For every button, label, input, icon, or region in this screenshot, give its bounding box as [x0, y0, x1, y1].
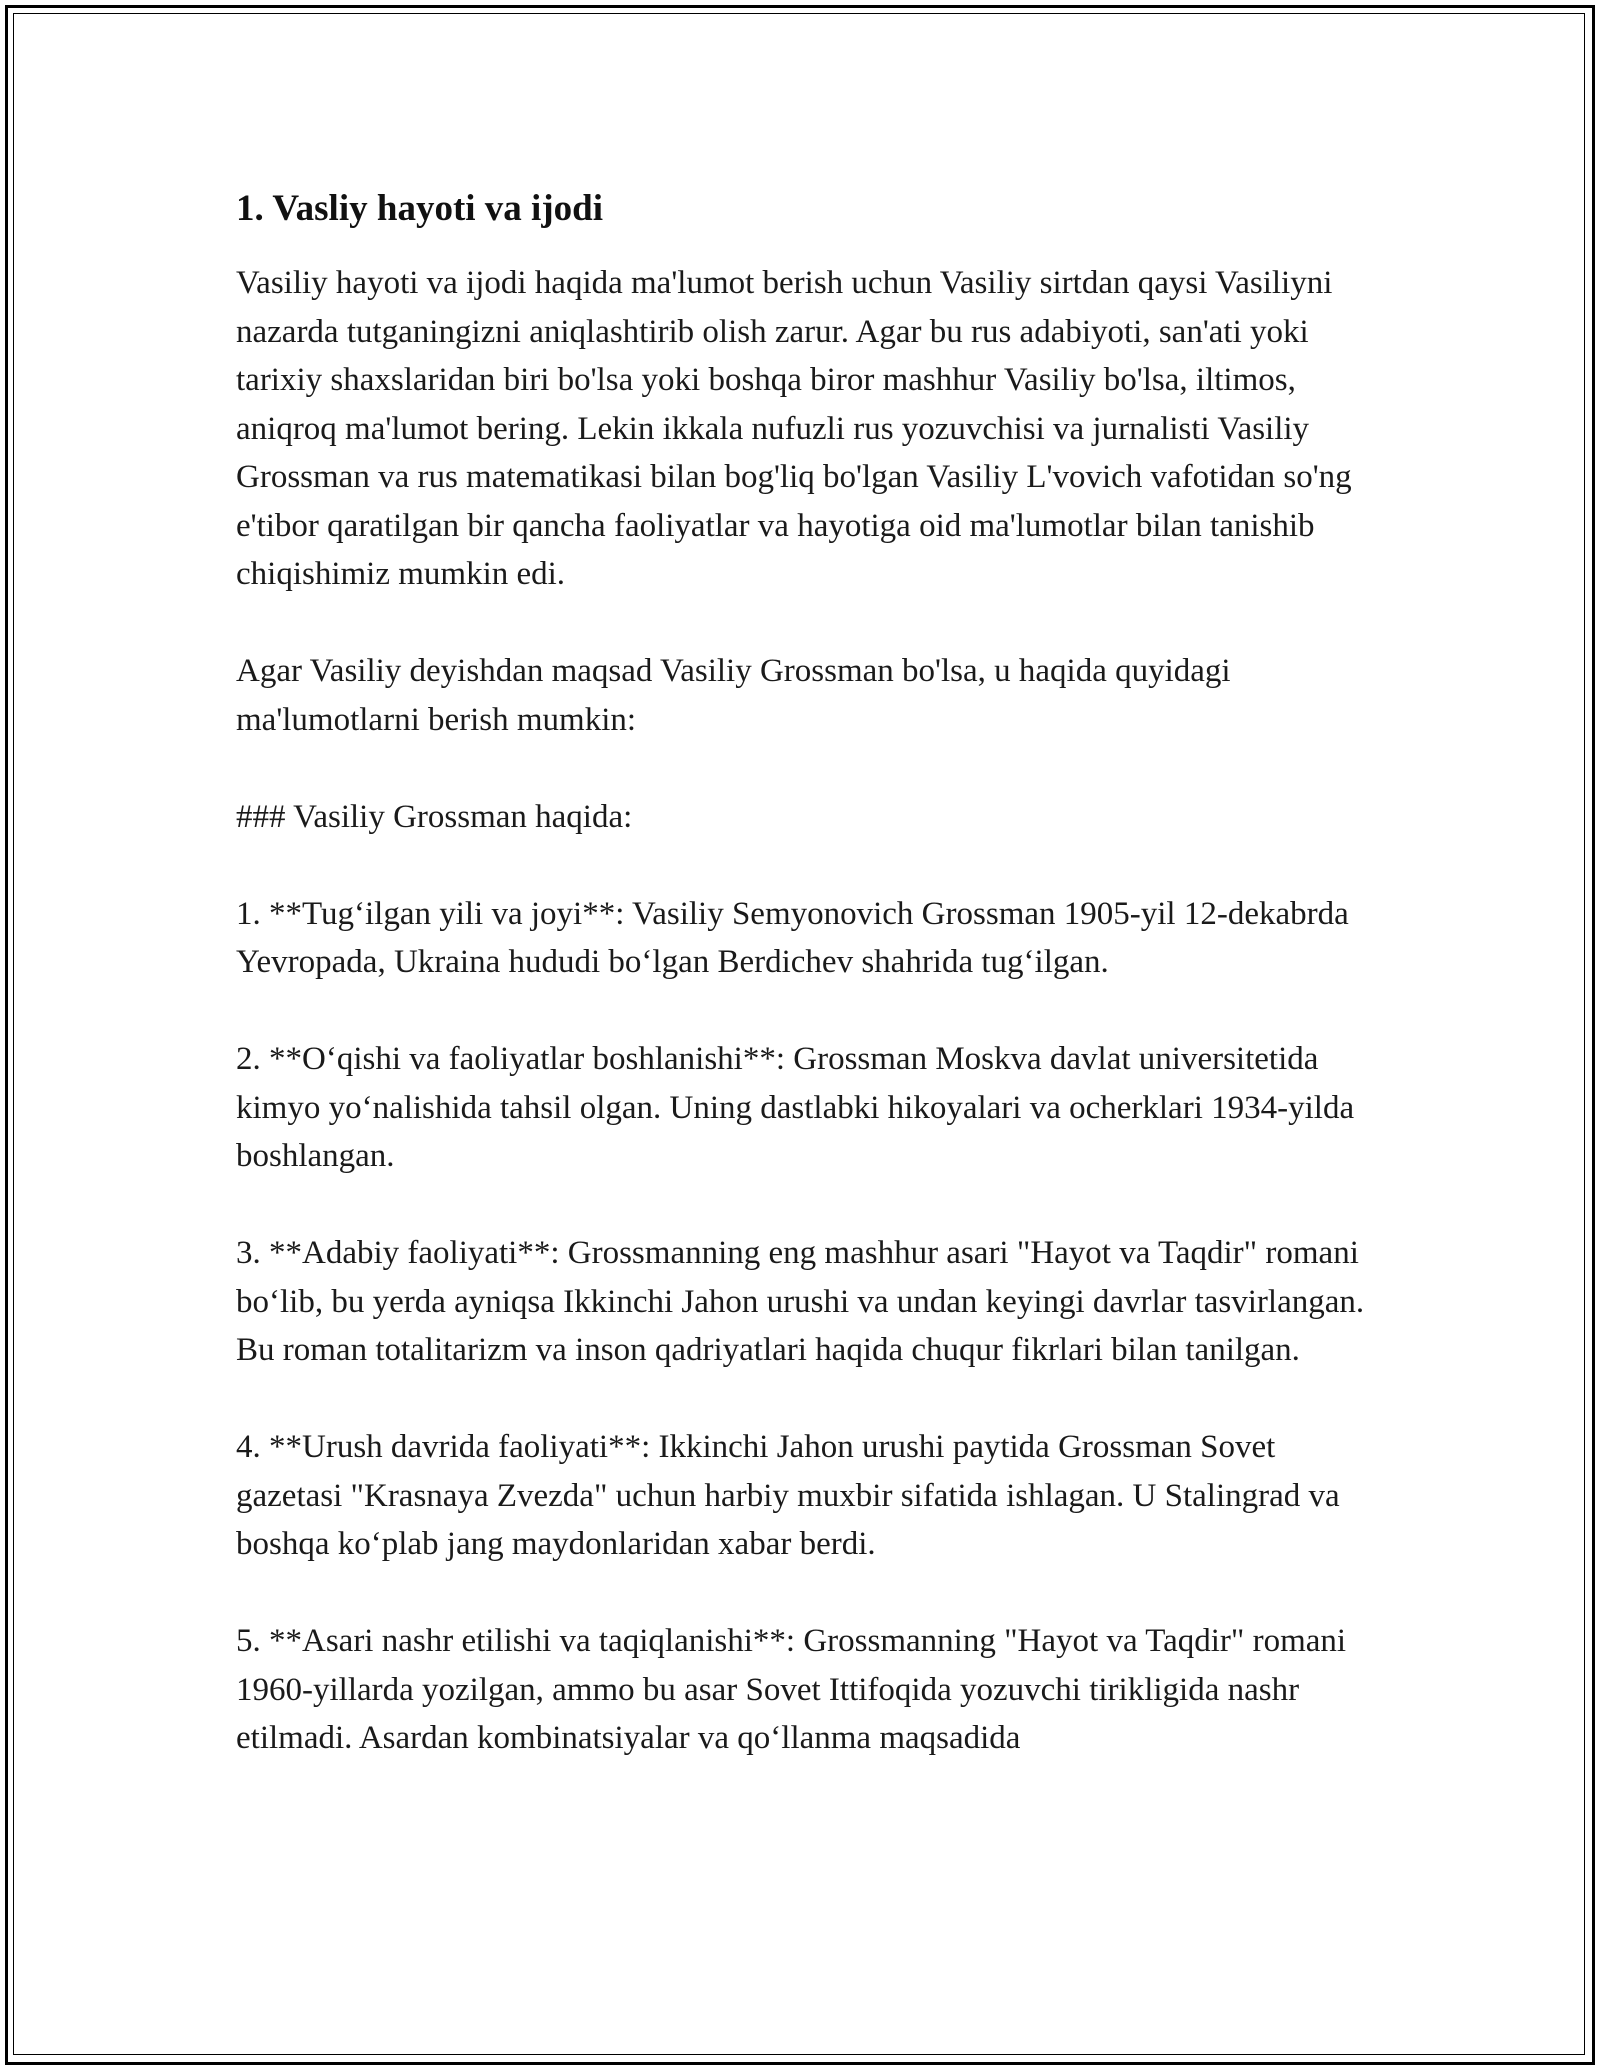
list-item-war-activity: 4. **Urush davrida faoliyati**: Ikkinchi Jahon urushi paytida Grossman Sovet gazetasi "Krasnaya Zvezda" uchun harbiy muxbir sifatida ishlagan. U Stalingrad va boshqa ko‘plab jang maydonlaridan xabar berdi.: [236, 1429, 1340, 1562]
list-item-birth: 1. **Tug‘ilgan yili va joyi**: Vasiliy Semyonovich Grossman 1905-yil 12-dekabrda Yevropada, Ukraina hududi bo‘lgan Berdichev shahrida tug‘ilgan.: [236, 895, 1349, 980]
document-title: 1. Vasliy hayoti va ijodi: [236, 188, 604, 229]
section-heading-line: ### Vasiliy Grossman haqida:: [236, 798, 633, 835]
list-item-publication-ban: 5. **Asari nashr etilishi va taqiqlanishi**: Grossmanning "Hayot va Taqdir" romani 1960-yillarda yozilgan, ammo bu asar Sovet Ittifoqida yozuvchi tirikligida nashr etilmadi. Asardan kombinatsiyalar va qo‘llanma maqsadida: [236, 1623, 1347, 1756]
grossman-intro-paragraph: Agar Vasiliy deyishdan maqsad Vasiliy Grossman bo'lsa, u haqida quyidagi ma'lumotlarni berish mumkin:: [236, 653, 1231, 738]
list-item-education: 2. **O‘qishi va faoliyatlar boshlanishi**: Grossman Moskva davlat universitetida kimyo yo‘nalishida tahsil olgan. Uning dastlabki hikoyalari va ocherklari 1934-yilda boshlangan.: [236, 1041, 1355, 1174]
document-body: [236, 185, 1376, 1763]
intro-paragraph: Vasiliy hayoti va ijodi haqida ma'lumot berish uchun Vasiliy sirtdan qaysi Vasiliyni nazarda tutganingizni aniqlashtirib olish zarur. Agar bu rus adabiyoti, san'ati yoki tarixiy shaxslaridan biri bo'lsa yoki boshqa biror mashhur Vasiliy bo'lsa, iltimos, aniqroq ma'lumot bering. Lekin ikkala nufuzli rus yozuvchisi va jurnalisti Vasiliy Grossman va rus matematikasi bilan bog'liq bo'lgan Vasiliy L'vovich vafotidan so'ng e'tibor qaratilgan bir qancha faoliyatlar va hayotiga oid ma'lumotlar bilan tanishib chiqishimiz mumkin edi.: [236, 265, 1352, 592]
list-item-literary-work: 3. **Adabiy faoliyati**: Grossmanning eng mashhur asari "Hayot va Taqdir" romani bo‘lib, bu yerda ayniqsa Ikkinchi Jahon urushi va undan keyingi davrlar tasvirlangan. Bu roman totalitarizm va inson qadriyatlari haqida chuqur fikrlari bilan tanilgan.: [236, 1235, 1365, 1368]
